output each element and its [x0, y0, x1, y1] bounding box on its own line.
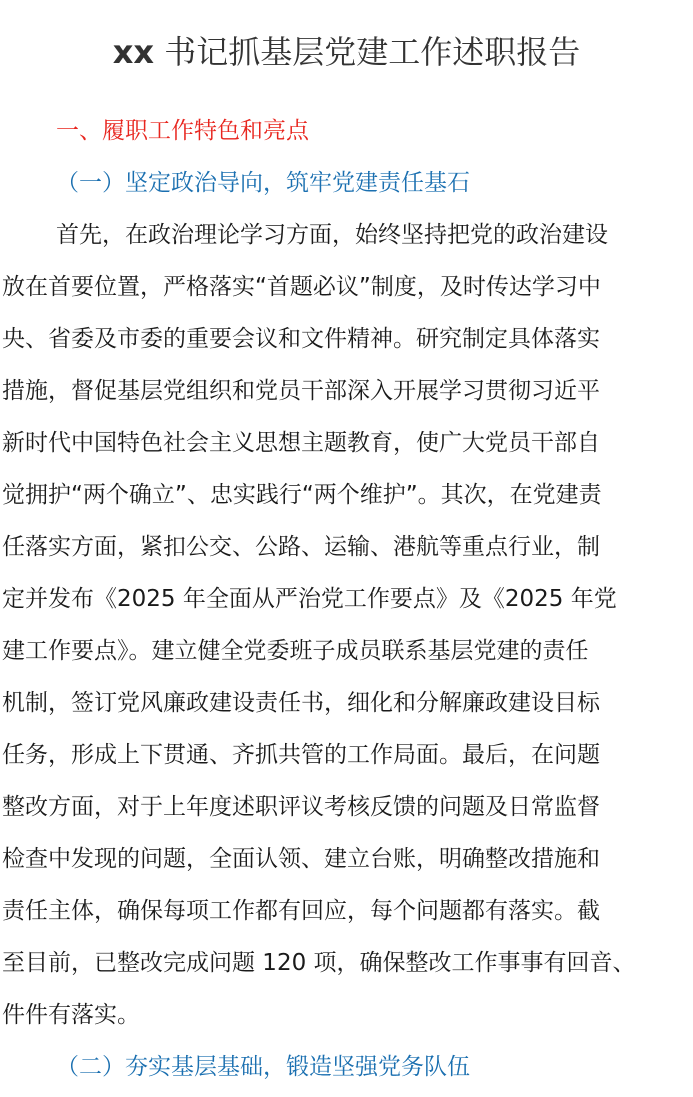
paragraph-line: 机制，签订党风廉政建设责任书，细化和分解廉政建设目标: [2, 690, 600, 716]
paragraph-line: 责任主体，确保每项工作都有回应，每个问题都有落实。截: [2, 898, 600, 924]
paragraph-line: 整改方面，对于上年度述职评议考核反馈的问题及日常监督: [2, 794, 600, 820]
paragraph-line: 觉拥护“两个确立”、忠实践行“两个维护”。其次，在党建责: [2, 482, 602, 508]
title-prefix: xx: [112, 33, 155, 71]
title-main: 书记抓基层党建工作述职报告: [154, 33, 581, 71]
subsection-heading-2: （二）夯实基层基础，锻造坚强党务队伍: [56, 1054, 470, 1080]
paragraph-line: 任务，形成上下贯通、齐抓共管的工作局面。最后，在问题: [2, 742, 600, 768]
paragraph-line: 定并发布《2025 年全面从严治党工作要点》及《2025 年党: [2, 586, 617, 612]
paragraph-line: 放在首要位置，严格落实“首题必议”制度，及时传达学习中: [2, 274, 601, 300]
paragraph-line: 首先，在政治理论学习方面，始终坚持把党的政治建设: [56, 222, 608, 248]
paragraph-line: 新时代中国特色社会主义思想主题教育，使广大党员干部自: [2, 430, 600, 456]
document-title: [0, 26, 693, 78]
paragraph-line: 检查中发现的问题，全面认领、建立台账，明确整改措施和: [2, 846, 600, 872]
paragraph-line: 任落实方面，紧扣公交、公路、运输、港航等重点行业，制: [2, 534, 600, 560]
paragraph-line: 建工作要点》。建立健全党委班子成员联系基层党建的责任: [2, 638, 589, 664]
paragraph-line: 至目前，已整改完成问题 120 项，确保整改工作事事有回音、: [2, 950, 636, 976]
paragraph-line: 措施，督促基层党组织和党员干部深入开展学习贯彻习近平: [2, 378, 600, 404]
paragraph-1: [2, 209, 691, 1041]
subsection-heading-1: （一）坚定政治导向，筑牢党建责任基石: [56, 170, 470, 196]
section-heading-1: 一、履职工作特色和亮点: [56, 118, 309, 144]
paragraph-line: 央、省委及市委的重要会议和文件精神。研究制定具体落实: [2, 326, 600, 352]
paragraph-line: 件件有落实。: [2, 1002, 140, 1028]
